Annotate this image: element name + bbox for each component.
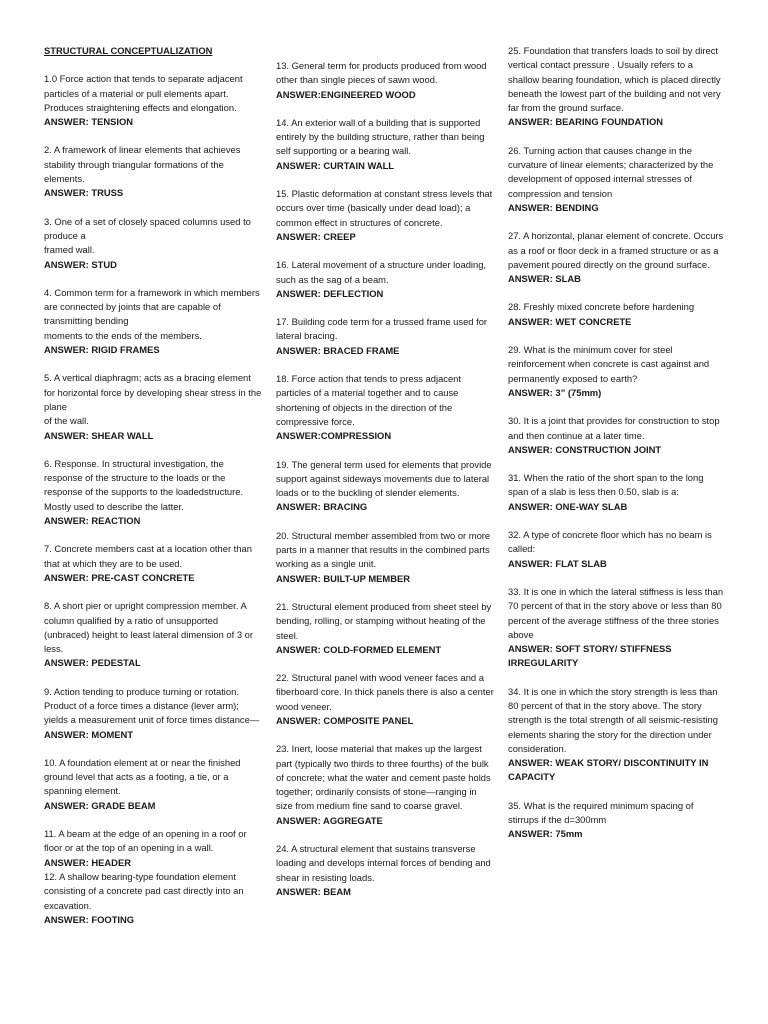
question-item xyxy=(44,143,262,200)
question-item xyxy=(276,600,494,657)
answer-text: ANSWER:COMPRESSION xyxy=(276,430,392,442)
question-item xyxy=(508,528,726,571)
question-text: 27. A horizontal, planar element of concrete. Occurs as a roof or floor deck in a framed structure or as a pavement poured directly on the ground surface. xyxy=(508,230,724,270)
question-item xyxy=(44,542,262,585)
answer-text: ANSWER: SHEAR WALL xyxy=(44,429,154,441)
question-item xyxy=(508,685,726,785)
answer-text: ANSWER:ENGINEERED WOOD xyxy=(276,88,416,100)
answer-text: ANSWER: FLAT SLAB xyxy=(508,557,607,569)
question-text: 2. A framework of linear elements that achieves stability through triangular formations of the elements. xyxy=(44,144,241,185)
answer-text: ANSWER: BRACED FRAME xyxy=(276,344,400,356)
question-text: 18. Force action that tends to press adjacent particles of a material together and to cause shortening of objects in the direction of the compressive force. xyxy=(276,373,462,427)
question-item xyxy=(276,187,494,244)
answer-text: ANSWER: GRADE BEAM xyxy=(44,799,156,811)
column-1 xyxy=(44,44,262,941)
question-item xyxy=(508,799,726,842)
answer-text: ANSWER: COMPOSITE PANEL xyxy=(276,714,414,726)
answer-text: ANSWER: WEAK STORY/ DISCONTINUITY IN CAPACITY xyxy=(508,757,709,783)
question-text: 6. Response. In structural investigation, the response of the structure to the loads or the response of the supports to the loadedstructure. Mostly used to describe the latter. xyxy=(44,457,244,512)
answer-text: ANSWER: PEDESTAL xyxy=(44,657,141,669)
question-text: 3. One of a set of closely spaced columns used to produce a framed wall. xyxy=(44,215,251,256)
question-item xyxy=(276,671,494,728)
answer-text: ANSWER: SLAB xyxy=(508,273,581,285)
answer-text: ANSWER: 3” (75mm) xyxy=(508,386,602,398)
answer-text: ANSWER: REACTION xyxy=(44,515,141,527)
answer-text: ANSWER: 75mm xyxy=(508,828,583,840)
answer-text: ANSWER: FOOTING xyxy=(44,913,135,925)
question-item xyxy=(508,343,726,400)
answer-text: ANSWER: BUILT-UP MEMBER xyxy=(276,572,411,584)
question-item xyxy=(276,529,494,586)
question-item xyxy=(44,72,262,129)
answer-text: ANSWER: CURTAIN WALL xyxy=(276,159,395,171)
question-item xyxy=(44,215,262,272)
question-text: 32. A type of concrete floor which has no beam is called: xyxy=(508,529,712,555)
question-item xyxy=(276,742,494,828)
question-text: 9. Action tending to produce turning or rotation. Product of a force times a distance (lever arm); yields a measurement unit of force times distance— xyxy=(44,685,260,726)
question-text: 23. Inert, loose material that makes up the largest part (typically two thirds to three fourths) of the bulk of concrete; what the water and cement paste holds together; ordinarily consists of stone—ranging in size from medium fine sand to coarse gravel. xyxy=(276,743,491,812)
question-item xyxy=(508,585,726,671)
question-text: 19. The general term used for elements that provide support against sideways movements due to lateral loads or to the buckling of slender elements. xyxy=(276,458,492,499)
question-text: 30. It is a joint that provides for construction to stop and then continue at a later time. xyxy=(508,415,720,441)
question-text: 15. Plastic deformation at constant stress levels that occurs over time (basically under dead load); a common effect in structures of concrete. xyxy=(276,188,493,228)
question-item xyxy=(508,471,726,514)
question-item xyxy=(508,229,726,286)
answer-text: ANSWER: WET CONCRETE xyxy=(508,315,632,327)
answer-text: ANSWER: ONE-WAY SLAB xyxy=(508,500,628,512)
question-text: 16. Lateral movement of a structure under loading, such as the sag of a beam. xyxy=(276,259,487,285)
question-item xyxy=(44,685,262,742)
question-text: 24. A structural element that sustains transverse loading and develops internal forces of bending and shear in resisting loads. xyxy=(276,843,491,883)
answer-text: ANSWER: TRUSS xyxy=(44,187,124,199)
answer-text: ANSWER: COLD-FORMED ELEMENT xyxy=(276,643,442,655)
question-item xyxy=(276,116,494,173)
answer-text: ANSWER: AGGREGATE xyxy=(276,814,383,826)
question-text: 4. Common term for a framework in which members are connected by joints that are capable of transmitting bending moments to the ends of the members. xyxy=(44,286,260,341)
answer-text: ANSWER: BENDING xyxy=(508,201,599,213)
question-text: 12. A shallow bearing-type foundation element consisting of a concrete pad cast directly into an excavation. xyxy=(44,870,244,911)
answer-text: ANSWER: DEFLECTION xyxy=(276,287,384,299)
answer-text: ANSWER: BRACING xyxy=(276,501,368,513)
question-text: 20. Structural member assembled from two or more parts in a manner that results in the combined parts working as a single unit. xyxy=(276,529,491,570)
answer-text: ANSWER: RIGID FRAMES xyxy=(44,344,160,356)
question-text: 25. Foundation that transfers loads to soil by direct vertical contact pressure . Usually refers to a shallow bearing foundation, which is placed directly beneath the lowest part of the building and not very far from the ground surface. xyxy=(508,45,721,114)
question-item xyxy=(276,59,494,102)
question-item xyxy=(44,599,262,670)
question-text: 22. Structural panel with wood veneer faces and a fiberboard core. In thick panels there is also a center wood veneer. xyxy=(276,672,494,712)
question-text: 7. Concrete members cast at a location other than that at which they are to be used. xyxy=(44,543,252,569)
question-text: 31. When the ratio of the short span to the long span of a slab is less then 0.50, slab is a: xyxy=(508,472,704,498)
question-item xyxy=(276,842,494,899)
question-item xyxy=(44,371,262,442)
question-text: 1.0 Force action that tends to separate adjacent particles of a material or pull elements apart. Produces straightening effects and elongation. xyxy=(44,73,243,113)
question-item xyxy=(44,827,262,870)
question-item xyxy=(276,458,494,515)
answer-text: ANSWER: MOMENT xyxy=(44,728,134,740)
question-text: 10. A foundation element at or near the finished ground level that acts as a footing, a tie, or a spanning element. xyxy=(44,756,241,797)
question-text: 17. Building code term for a trussed frame used for lateral bracing. xyxy=(276,316,488,342)
column-2 xyxy=(276,59,494,913)
question-text: 35. What is the required minimum spacing of stirrups if the d=300mm xyxy=(508,799,694,826)
answer-text: ANSWER: BEARING FOUNDATION xyxy=(508,116,664,128)
answer-text: ANSWER: HEADER xyxy=(44,856,131,868)
question-item xyxy=(508,44,726,130)
answer-text: ANSWER: SOFT STORY/ STIFFNESS IRREGULARITY xyxy=(508,643,672,669)
document-title: STRUCTURAL CONCEPTUALIZATION xyxy=(44,45,213,56)
answer-text: ANSWER: STUD xyxy=(44,258,117,270)
answer-text: ANSWER: TENSION xyxy=(44,116,134,128)
answer-text: ANSWER: PRE-CAST CONCRETE xyxy=(44,571,195,583)
answer-text: ANSWER: BEAM xyxy=(276,885,351,897)
question-text: 28. Freshly mixed concrete before hardening xyxy=(508,301,695,313)
question-item xyxy=(44,286,262,357)
question-text: 11. A beam at the edge of an opening in a roof or floor or at the top of an opening in a wall. xyxy=(44,828,247,854)
answer-text: ANSWER: CONSTRUCTION JOINT xyxy=(508,443,662,455)
question-item xyxy=(508,300,726,329)
question-item xyxy=(276,258,494,301)
question-item xyxy=(44,756,262,813)
question-text: 5. A vertical diaphragm; acts as a bracing element for horizontal force by developing shear stress in the plane of the wall. xyxy=(44,372,262,427)
question-item xyxy=(44,457,262,528)
question-item xyxy=(276,315,494,358)
question-text: 13. General term for products produced from wood other than single pieces of sawn wood. xyxy=(276,60,487,86)
question-item xyxy=(508,414,726,457)
question-text: 33. It is one in which the lateral stiffness is less than 70 percent of that in the story above or less than 80 percent of the average stiffness of the three stories above xyxy=(508,585,724,640)
column-3 xyxy=(508,44,726,856)
question-text: 8. A short pier or upright compression member. A column qualified by a ratio of unsupported (unbraced) height to least lateral dimension of 3 or less. xyxy=(44,600,253,655)
question-item xyxy=(276,372,494,443)
answer-text: ANSWER: CREEP xyxy=(276,230,356,242)
question-item xyxy=(44,870,262,927)
question-item xyxy=(508,144,726,215)
question-text: 26. Turning action that causes change in the curvature of linear elements; characterized by the development of opposed internal stresses of compression and tension xyxy=(508,144,714,199)
question-text: 14. An exterior wall of a building that is supported entirely by the building structure, rather than being self supporting or a bearing wall. xyxy=(276,116,485,157)
question-text: 29. What is the minimum cover for steel reinforcement when concrete is cast against and permanently exposed to earth? xyxy=(508,344,710,384)
question-text: 21. Structural element produced from sheet steel by bending, rolling, or stamping without heating of the steel. xyxy=(276,600,492,641)
question-text: 34. It is one in which the story strength is less than 80 percent of that in the story above. The story strength is the total strength of all seismic-resisting elements sharing the story for the direction under consideration. xyxy=(508,685,718,754)
